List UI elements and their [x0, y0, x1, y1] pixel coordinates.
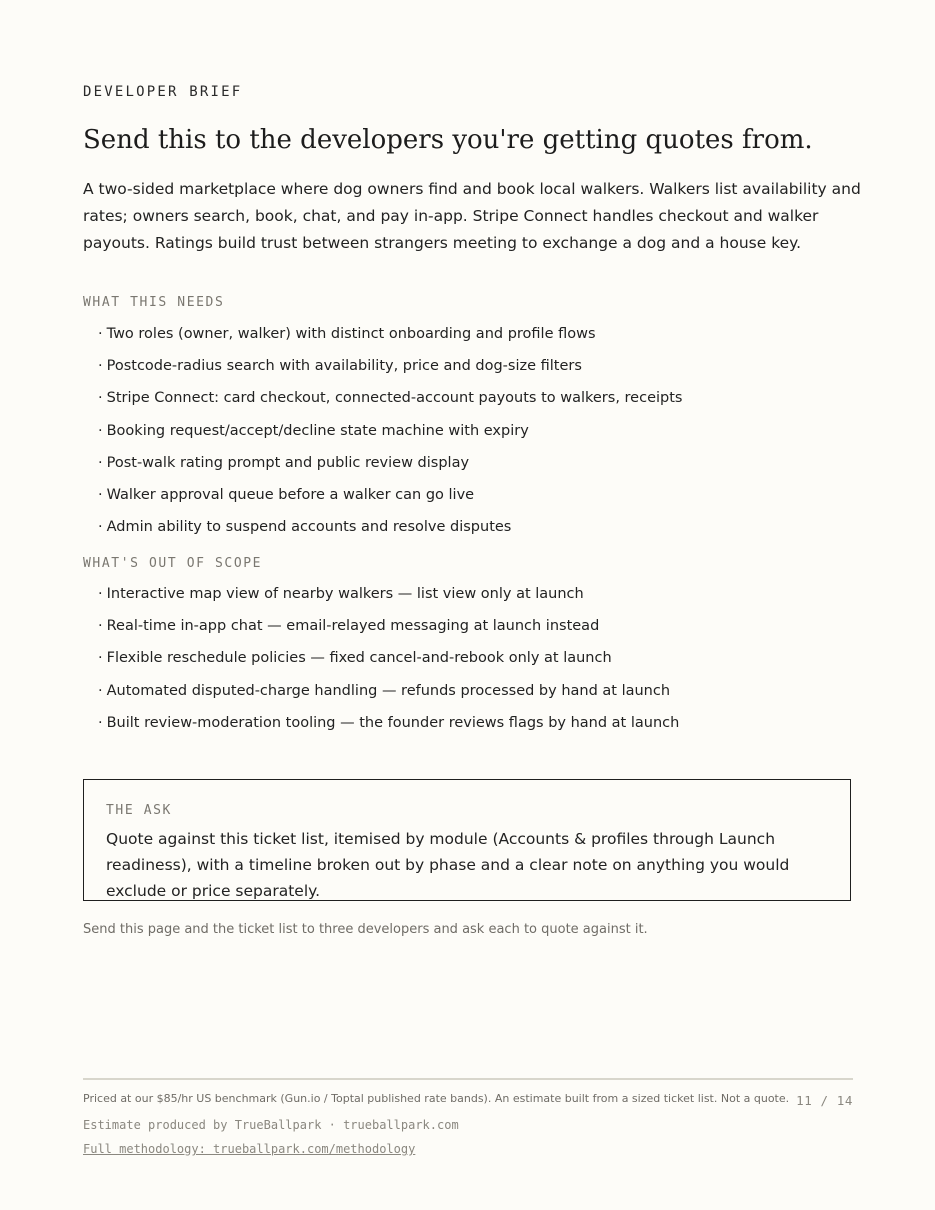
list-item-text: Built review-moderation tooling — the founder reviews flags by hand at launch [106, 714, 680, 731]
bullet-glyph: · [98, 519, 103, 536]
list-item-text: Flexible reschedule policies — fixed cancel-and-rebook only at launch [106, 650, 612, 667]
list-item-text: Automated disputed-charge handling — refunds processed by hand at launch [106, 682, 671, 699]
list-item [98, 318, 682, 350]
bullet-glyph: · [98, 422, 103, 439]
page-title: Send this to the developers you're getting quotes from. [83, 125, 813, 155]
list-item-text: Stripe Connect: card checkout, connected-account payouts to walkers, receipts [106, 390, 683, 407]
list-item [98, 642, 679, 674]
list-item [98, 447, 682, 479]
list-item [98, 415, 682, 447]
list-item-text: Interactive map view of nearby walkers — list view only at launch [106, 586, 584, 602]
bullet-glyph: · [98, 486, 103, 503]
list-item-text: Two roles (owner, walker) with distinct onboarding and profile flows [106, 326, 596, 342]
methodology-link[interactable]: Full methodology: trueballpark.com/methodology [83, 1142, 416, 1156]
list-item [98, 578, 679, 610]
ask-heading: THE ASK [106, 803, 172, 818]
bullet-glyph: · [98, 650, 103, 667]
needs-list [98, 318, 682, 543]
needs-heading: WHAT THIS NEEDS [83, 295, 225, 310]
bullet-glyph: · [98, 390, 103, 407]
list-item [98, 479, 682, 511]
produced-by: Estimate produced by TrueBallpark · trueballpark.com [83, 1118, 459, 1132]
footer-divider [83, 1078, 853, 1080]
list-item-text: Booking request/accept/decline state machine with expiry [106, 422, 529, 439]
out-of-scope-list [98, 578, 679, 739]
list-item [98, 511, 682, 543]
list-item-text: Real-time in-app chat — email-relayed messaging at launch instead [106, 618, 600, 635]
list-item [98, 350, 682, 382]
list-item [98, 675, 679, 707]
ask-text: Quote against this ticket list, itemised by module (Accounts & profiles through Launch readiness), with a timeline broken out by phase and a clear note on anything you would exclude or price separately. [106, 830, 790, 900]
bullet-glyph: · [98, 682, 103, 699]
send-instructions: Send this page and the ticket list to three developers and ask each to quote against it. [83, 922, 648, 937]
bullet-glyph: · [98, 454, 103, 471]
list-item [98, 610, 679, 642]
out-of-scope-heading: WHAT'S OUT OF SCOPE [83, 556, 263, 571]
bullet-glyph: · [98, 618, 103, 635]
list-item-text: Post-walk rating prompt and public review display [106, 454, 470, 471]
page-number: 11 / 14 [796, 1093, 853, 1108]
project-summary: A two-sided marketplace where dog owners find and book local walkers. Walkers list availability and rates; owners search, book, chat, and pay in-app. Stripe Connect handles checkout and walker payouts. Ratings build trust between strangers meeting to exchange a dog and a house key. [83, 180, 861, 252]
list-item-text: Postcode-radius search with availability, price and dog-size filters [106, 358, 582, 375]
bullet-glyph: · [98, 326, 103, 342]
list-item-text: Walker approval queue before a walker can go live [106, 486, 475, 503]
the-ask-box [83, 779, 851, 901]
bullet-glyph: · [98, 586, 103, 602]
bullet-glyph: · [98, 358, 103, 375]
bullet-glyph: · [98, 714, 103, 731]
pricing-note: Priced at our $85/hr US benchmark (Gun.io / Toptal published rate bands). An estimate built from a sized ticket list. Not a quote. [83, 1092, 790, 1105]
list-item-text: Admin ability to suspend accounts and resolve disputes [106, 519, 512, 536]
list-item [98, 382, 682, 414]
list-item [98, 707, 679, 739]
section-eyebrow: DEVELOPER BRIEF [83, 84, 243, 100]
